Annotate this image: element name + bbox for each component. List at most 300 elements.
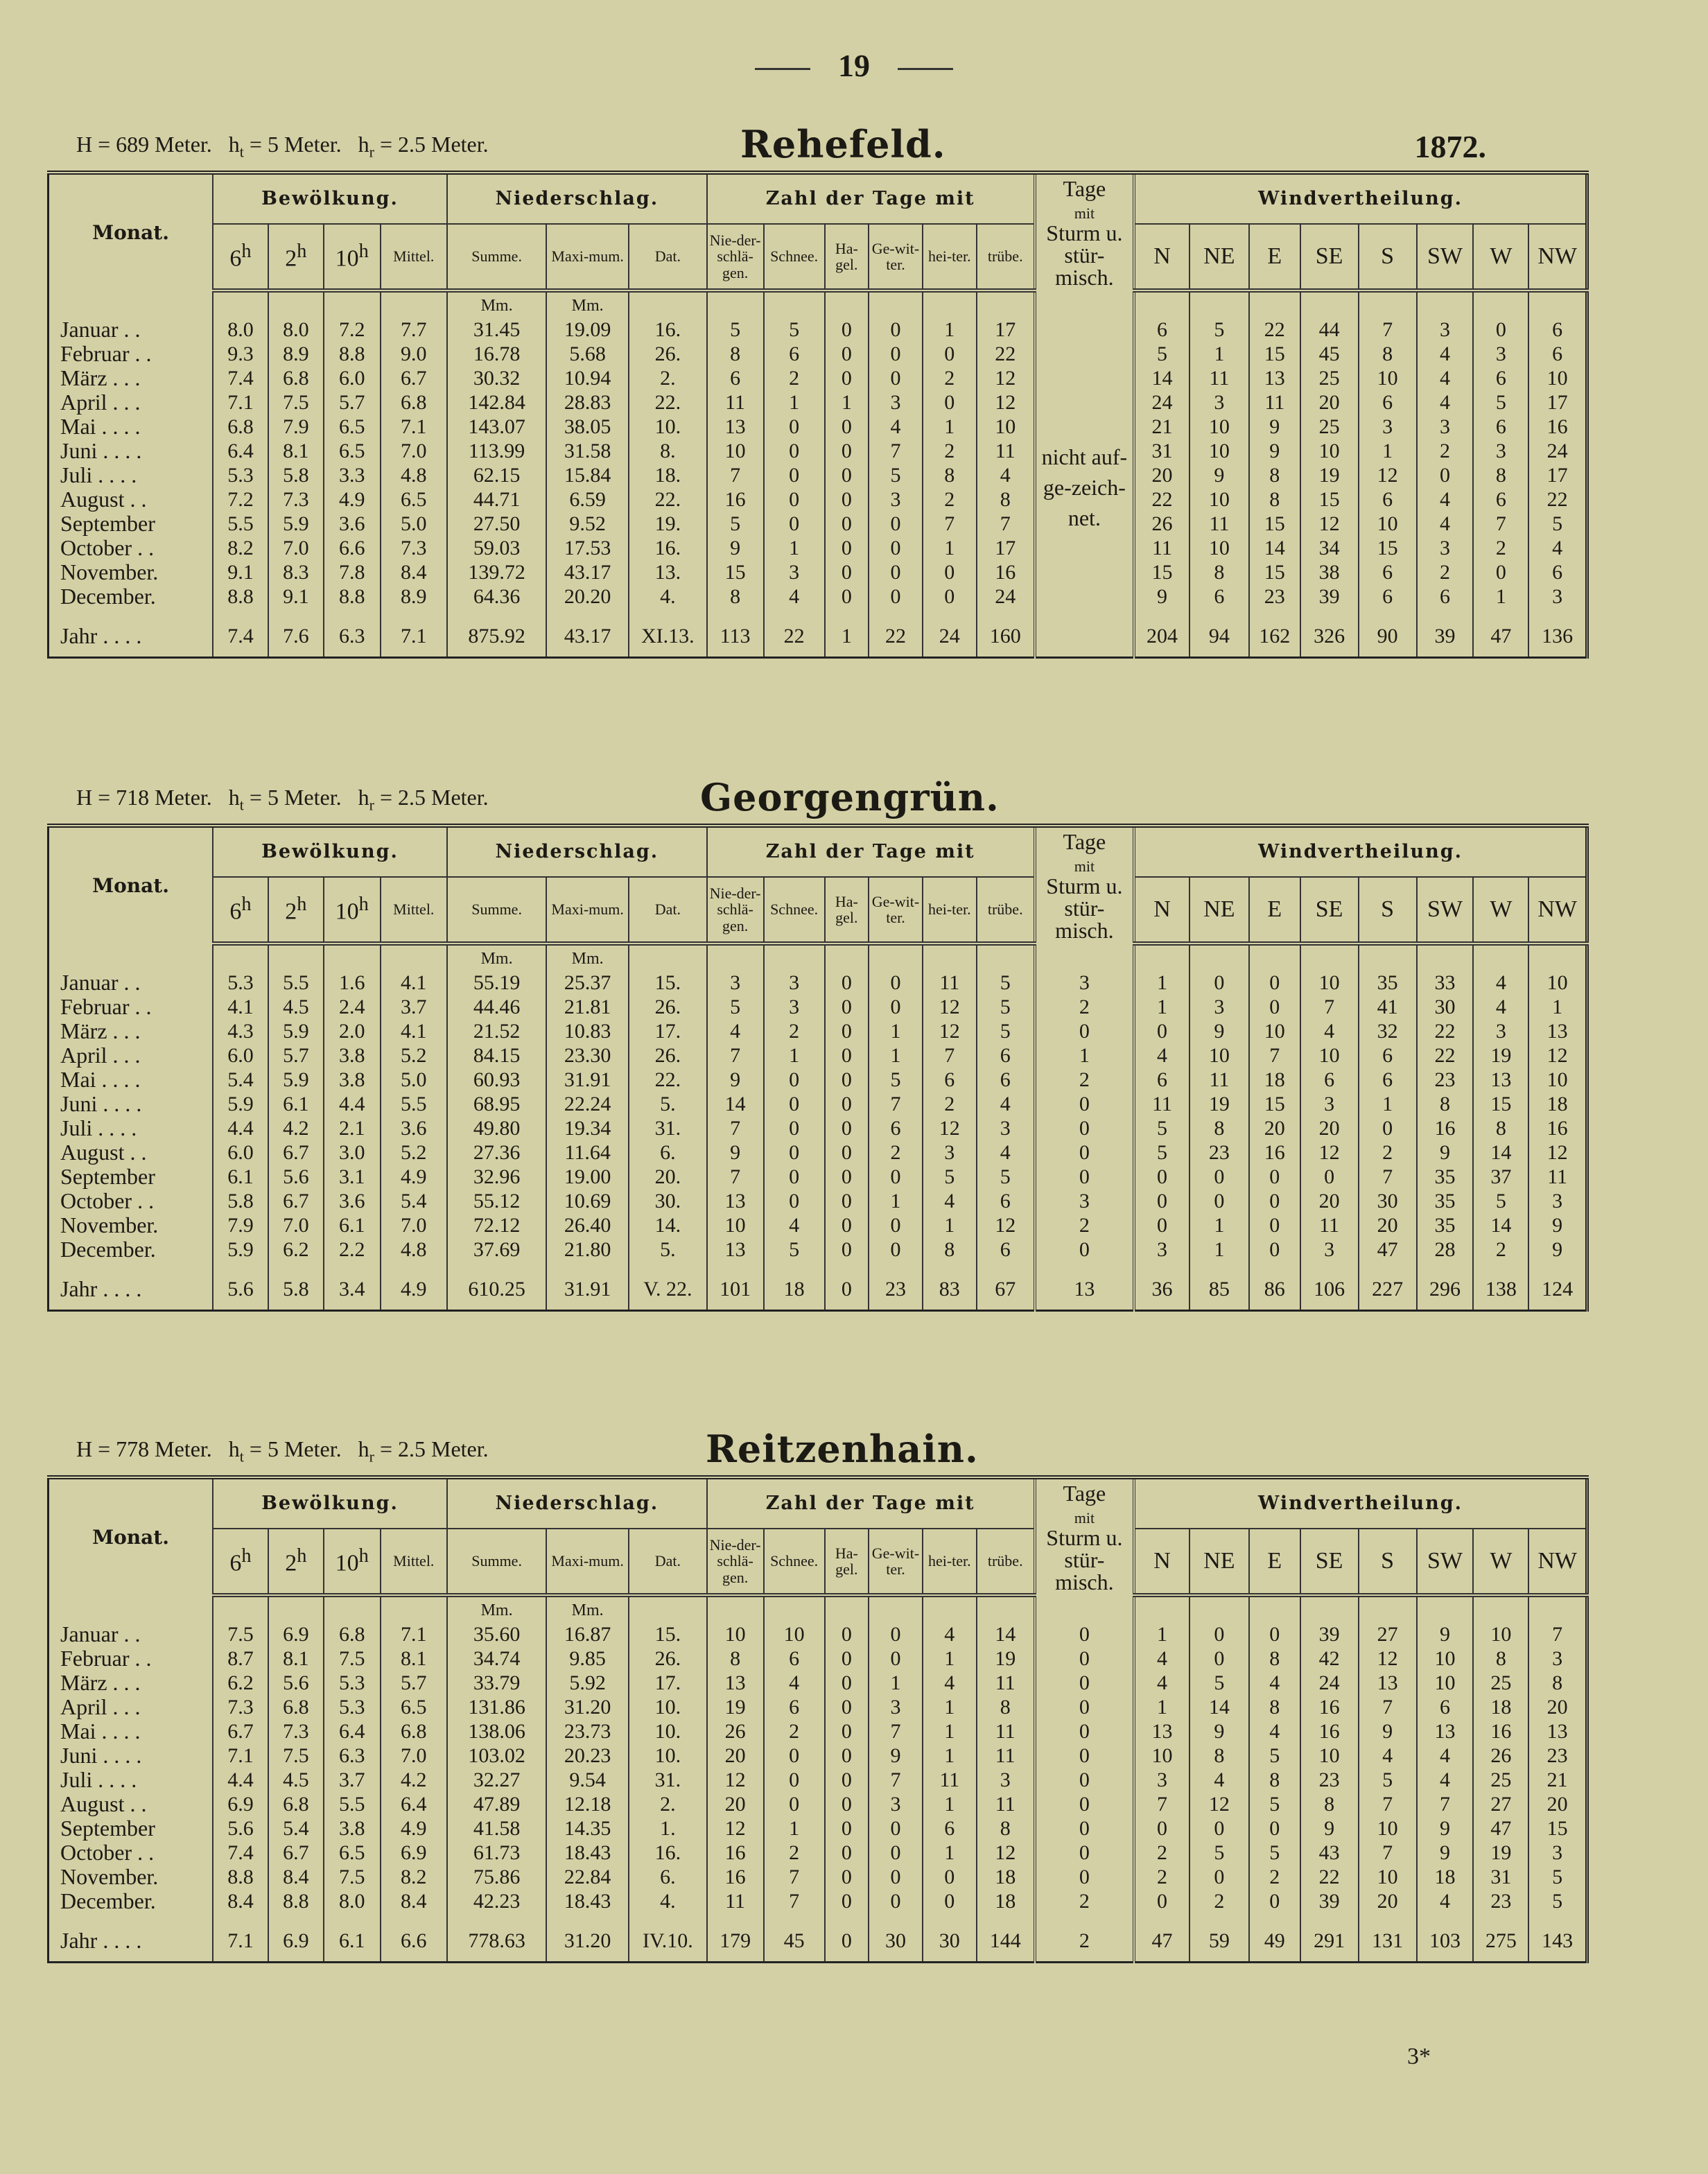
bewoelkung-value: 4.4 — [213, 1116, 268, 1140]
bewoelkung-value: 8.1 — [268, 1646, 324, 1671]
wind-count: 0 — [1190, 1165, 1249, 1189]
wind-count: 2 — [1473, 1237, 1528, 1262]
header-wind-dir: NE — [1190, 877, 1249, 943]
wind-count: 25 — [1300, 366, 1359, 390]
bewoelkung-value: 6.2 — [213, 1671, 268, 1695]
wind-count: 9 — [1417, 1816, 1474, 1841]
header-wind-dir: E — [1249, 224, 1300, 290]
bewoelkung-value: 6.8 — [268, 366, 324, 390]
tage-count: 30 — [869, 1913, 923, 1963]
station-elevation: H = 689 Meter. — [76, 131, 212, 157]
header-nied-col: Maxi-mum. — [546, 877, 629, 943]
wind-count: 3 — [1417, 415, 1474, 439]
niederschlag-value: 10.94 — [546, 366, 629, 390]
tage-count: 0 — [764, 1189, 825, 1213]
wind-count: 38 — [1300, 560, 1359, 584]
tage-count: 5 — [707, 995, 764, 1019]
wind-count: 86 — [1249, 1262, 1300, 1311]
bewoelkung-value: 7.4 — [213, 1841, 268, 1865]
bewoelkung-value: 7.4 — [213, 609, 268, 658]
month-row — [49, 415, 1587, 439]
niederschlag-value: 12.18 — [546, 1792, 629, 1816]
wind-count: 11 — [1190, 366, 1249, 390]
wind-count: 19 — [1300, 463, 1359, 487]
tage-count: 1 — [923, 1213, 977, 1237]
wind-count: 20 — [1528, 1695, 1587, 1719]
sturm-count: 0 — [1035, 1743, 1134, 1768]
tage-count: 3 — [869, 1792, 923, 1816]
wind-count: 12 — [1528, 1140, 1587, 1165]
tage-count: 26 — [707, 1719, 764, 1743]
wind-count: 10 — [1190, 536, 1249, 560]
niederschlag-value: 31.20 — [546, 1695, 629, 1719]
tage-count: 5 — [869, 463, 923, 487]
wind-count: 18 — [1249, 1068, 1300, 1092]
bewoelkung-value: 7.4 — [213, 366, 268, 390]
wind-count: 0 — [1190, 1816, 1249, 1841]
header-zahl-der-tage: Zahl der Tage mit — [707, 826, 1035, 877]
month-row — [49, 1189, 1587, 1213]
wind-count: 10 — [1528, 366, 1587, 390]
wind-count: 16 — [1473, 1719, 1528, 1743]
wind-count: 14 — [1473, 1140, 1528, 1165]
header-nied-col: Maxi-mum. — [546, 224, 629, 290]
wind-count: 7 — [1300, 995, 1359, 1019]
bewoelkung-value: 3.4 — [324, 1262, 381, 1311]
month-label: October . . — [49, 1841, 214, 1865]
tage-count: 5 — [764, 318, 825, 342]
tage-count: 11 — [923, 971, 977, 995]
header-wind-dir: NW — [1528, 1529, 1587, 1595]
bewoelkung-value: 4.8 — [381, 1237, 447, 1262]
wind-count: 4 — [1473, 971, 1528, 995]
wind-count: 35 — [1417, 1165, 1474, 1189]
wind-count: 9 — [1300, 1816, 1359, 1841]
wind-count: 10 — [1473, 1622, 1528, 1646]
header-wind-dir: SE — [1300, 224, 1359, 290]
niederschlag-value: 44.46 — [447, 995, 546, 1019]
header-bew-hour: 2$^h$ — [268, 224, 324, 290]
tage-count: 12 — [977, 1841, 1035, 1865]
station-name: Georgengrün. — [700, 775, 1000, 819]
bewoelkung-value: 6.4 — [381, 1792, 447, 1816]
bewoelkung-value: 8.7 — [213, 1646, 268, 1671]
sturm-count: 0 — [1035, 1695, 1134, 1719]
wind-count: 24 — [1528, 439, 1587, 463]
tage-count: 7 — [707, 463, 764, 487]
bewoelkung-value: 5.6 — [213, 1262, 268, 1311]
tage-count: 67 — [977, 1262, 1035, 1311]
header-bew-hour: 10$^h$ — [324, 1529, 381, 1595]
wind-count: 12 — [1359, 463, 1417, 487]
header-bew-hour: 2$^h$ — [268, 1529, 324, 1595]
wind-count: 18 — [1417, 1865, 1474, 1889]
wind-count: 5 — [1528, 512, 1587, 536]
tage-count: 3 — [869, 390, 923, 415]
tage-count: 0 — [869, 1213, 923, 1237]
tage-count: 0 — [869, 584, 923, 609]
bewoelkung-value: 5.3 — [213, 971, 268, 995]
month-row — [49, 1068, 1587, 1092]
unit-mm: Mm. — [546, 290, 629, 318]
station-header — [0, 771, 1708, 824]
bewoelkung-value: 5.3 — [213, 463, 268, 487]
bewoelkung-value: 4.5 — [268, 995, 324, 1019]
wind-count: 9 — [1417, 1841, 1474, 1865]
bewoelkung-value: 5.9 — [268, 512, 324, 536]
raingauge-height: $h_r = 2.5$ Meter. — [358, 784, 489, 813]
bewoelkung-value: 8.8 — [324, 584, 381, 609]
tage-count: 45 — [764, 1913, 825, 1963]
month-label: Mai . . . . — [49, 1068, 214, 1092]
wind-count: 0 — [1249, 1213, 1300, 1237]
tage-count: 8 — [977, 1816, 1035, 1841]
niederschlag-value: 26. — [629, 1043, 707, 1068]
header-wind-dir: NW — [1528, 877, 1587, 943]
wind-count: 8 — [1190, 560, 1249, 584]
tage-count: 0 — [825, 1622, 869, 1646]
bewoelkung-value: 3.6 — [381, 1116, 447, 1140]
tage-count: 12 — [923, 995, 977, 1019]
month-label: April . . . — [49, 390, 214, 415]
tage-count: 1 — [764, 1816, 825, 1841]
tage-count: 3 — [923, 1140, 977, 1165]
wind-count: 1 — [1359, 1092, 1417, 1116]
bewoelkung-value: 6.1 — [324, 1213, 381, 1237]
bewoelkung-value: 4.4 — [213, 1768, 268, 1792]
niederschlag-value: 2. — [629, 1792, 707, 1816]
niederschlag-value: 26.40 — [546, 1213, 629, 1237]
wind-count: 20 — [1134, 463, 1190, 487]
tage-count: 11 — [977, 1719, 1035, 1743]
wind-count: 20 — [1300, 1116, 1359, 1140]
wind-count: 162 — [1249, 609, 1300, 658]
wind-count: 28 — [1417, 1237, 1474, 1262]
bewoelkung-value: 5.6 — [268, 1671, 324, 1695]
month-row — [49, 1237, 1587, 1262]
tage-count: 0 — [869, 1165, 923, 1189]
wind-count: 1 — [1190, 342, 1249, 366]
tage-count: 12 — [977, 366, 1035, 390]
unit-row — [49, 290, 1587, 318]
bewoelkung-value: 7.5 — [213, 1622, 268, 1646]
niederschlag-value: 6. — [629, 1865, 707, 1889]
header-tage-col: hei-ter. — [923, 224, 977, 290]
tage-count: 0 — [825, 971, 869, 995]
bewoelkung-value: 4.1 — [381, 1019, 447, 1043]
tage-count: 0 — [825, 342, 869, 366]
wind-count: 5 — [1528, 1889, 1587, 1913]
tage-count: 0 — [869, 971, 923, 995]
wind-count: 49 — [1249, 1913, 1300, 1963]
tage-count: 11 — [923, 1768, 977, 1792]
tage-count: 0 — [825, 1165, 869, 1189]
niederschlag-value: 49.80 — [447, 1116, 546, 1140]
tage-count: 0 — [825, 1792, 869, 1816]
header-tage-col: Ha-gel. — [825, 224, 869, 290]
month-row — [49, 1695, 1587, 1719]
tage-count: 1 — [923, 415, 977, 439]
wind-count: 39 — [1300, 584, 1359, 609]
thermometer-height: $h_t = 5$ Meter. — [228, 784, 342, 813]
niederschlag-value: 10. — [629, 1719, 707, 1743]
wind-count: 2 — [1417, 439, 1474, 463]
bewoelkung-value: 6.5 — [324, 415, 381, 439]
niederschlag-value: 17. — [629, 1671, 707, 1695]
niederschlag-value: 35.60 — [447, 1622, 546, 1646]
wind-count: 10 — [1359, 1865, 1417, 1889]
wind-count: 27 — [1359, 1622, 1417, 1646]
tage-count: 4 — [707, 1019, 764, 1043]
tage-count: 19 — [707, 1695, 764, 1719]
station-block — [0, 771, 1708, 1301]
tage-count: 0 — [825, 487, 869, 512]
tage-count: 14 — [707, 1092, 764, 1116]
wind-count: 11 — [1134, 1092, 1190, 1116]
month-label: Juli . . . . — [49, 1768, 214, 1792]
bewoelkung-value: 8.8 — [213, 584, 268, 609]
wind-count: 36 — [1134, 1262, 1190, 1311]
wind-count: 20 — [1528, 1792, 1587, 1816]
month-row — [49, 1165, 1587, 1189]
niederschlag-value: 10. — [629, 1695, 707, 1719]
tage-count: 83 — [923, 1262, 977, 1311]
tage-count: 0 — [869, 366, 923, 390]
bewoelkung-value: 6.1 — [324, 1913, 381, 1963]
wind-count: 14 — [1473, 1213, 1528, 1237]
wind-count: 1 — [1190, 1237, 1249, 1262]
bewoelkung-value: 4.9 — [381, 1816, 447, 1841]
niederschlag-value: 8. — [629, 439, 707, 463]
wind-count: 9 — [1190, 1019, 1249, 1043]
bewoelkung-value: 8.8 — [324, 342, 381, 366]
tage-count: 0 — [825, 1865, 869, 1889]
bewoelkung-value: 4.9 — [381, 1262, 447, 1311]
niederschlag-value: 6.59 — [546, 487, 629, 512]
header-bew-hour: 6$^h$ — [213, 224, 268, 290]
niederschlag-value: 22.84 — [546, 1865, 629, 1889]
niederschlag-value: 31.91 — [546, 1068, 629, 1092]
weather-table — [47, 171, 1589, 659]
month-row — [49, 1889, 1587, 1913]
month-row — [49, 366, 1587, 390]
month-label: Mai . . . . — [49, 415, 214, 439]
wind-count: 2 — [1473, 536, 1528, 560]
niederschlag-value: 6. — [629, 1140, 707, 1165]
wind-count: 20 — [1300, 390, 1359, 415]
wind-count: 5 — [1134, 1116, 1190, 1140]
bewoelkung-value: 7.5 — [268, 1743, 324, 1768]
tage-count: 1 — [825, 390, 869, 415]
header-wind-dir: E — [1249, 1529, 1300, 1595]
tage-count: 0 — [825, 1068, 869, 1092]
niederschlag-value: 55.12 — [447, 1189, 546, 1213]
month-row — [49, 1646, 1587, 1671]
wind-count: 14 — [1134, 366, 1190, 390]
tage-count: 20 — [707, 1792, 764, 1816]
bewoelkung-value: 7.9 — [268, 415, 324, 439]
wind-count: 4 — [1190, 1768, 1249, 1792]
wind-count: 2 — [1190, 1889, 1249, 1913]
wind-count: 9 — [1528, 1213, 1587, 1237]
month-label: Februar . . — [49, 995, 214, 1019]
tage-count: 0 — [825, 318, 869, 342]
wind-count: 13 — [1528, 1019, 1587, 1043]
station-params — [76, 132, 489, 161]
wind-count: 0 — [1249, 1889, 1300, 1913]
wind-count: 33 — [1417, 971, 1474, 995]
wind-count: 23 — [1528, 1743, 1587, 1768]
tage-count: 17 — [977, 318, 1035, 342]
niederschlag-value: 2. — [629, 366, 707, 390]
header-nied-col: Summe. — [447, 877, 546, 943]
header-bew-hour: 10$^h$ — [324, 877, 381, 943]
niederschlag-value: 4. — [629, 1889, 707, 1913]
niederschlag-value: 610.25 — [447, 1262, 546, 1311]
wind-count: 8 — [1249, 1695, 1300, 1719]
bewoelkung-value: 6.5 — [324, 1841, 381, 1865]
wind-count: 39 — [1300, 1622, 1359, 1646]
wind-count: 6 — [1473, 415, 1528, 439]
header-tage-col: trübe. — [977, 224, 1035, 290]
wind-count: 0 — [1134, 1165, 1190, 1189]
wind-count: 10 — [1417, 1646, 1474, 1671]
wind-count: 10 — [1359, 512, 1417, 536]
header-bew-hour: 6$^h$ — [213, 877, 268, 943]
month-label: April . . . — [49, 1695, 214, 1719]
tage-count: 0 — [825, 1816, 869, 1841]
header-wind-dir: SE — [1300, 1529, 1359, 1595]
header-tage-col: Schnee. — [764, 1529, 825, 1595]
tage-count: 0 — [825, 512, 869, 536]
wind-count: 9 — [1249, 439, 1300, 463]
header-bew-mittel: Mittel. — [381, 1529, 447, 1595]
bewoelkung-value: 3.8 — [324, 1816, 381, 1841]
wind-count: 15 — [1249, 560, 1300, 584]
tage-count: 4 — [977, 463, 1035, 487]
header-tage-col: Ha-gel. — [825, 877, 869, 943]
wind-count: 10 — [1300, 971, 1359, 995]
wind-count: 10 — [1190, 439, 1249, 463]
header-tage-col: hei-ter. — [923, 1529, 977, 1595]
wind-count: 0 — [1249, 1816, 1300, 1841]
month-label: Juni . . . . — [49, 1092, 214, 1116]
sturm-count: 0 — [1035, 1622, 1134, 1646]
month-label: December. — [49, 584, 214, 609]
wind-count: 23 — [1190, 1140, 1249, 1165]
tage-count: 0 — [825, 995, 869, 1019]
wind-count: 0 — [1249, 1165, 1300, 1189]
tage-count: 4 — [764, 584, 825, 609]
wind-count: 0 — [1134, 1019, 1190, 1043]
wind-count: 17 — [1528, 463, 1587, 487]
wind-count: 136 — [1528, 609, 1587, 658]
niederschlag-value: 11.64 — [546, 1140, 629, 1165]
wind-count: 6 — [1359, 487, 1417, 512]
tage-count: 0 — [764, 487, 825, 512]
wind-count: 35 — [1417, 1189, 1474, 1213]
wind-count: 20 — [1249, 1116, 1300, 1140]
wind-count: 35 — [1359, 971, 1417, 995]
year-label: 1872. — [1414, 129, 1486, 164]
tage-count: 0 — [764, 463, 825, 487]
month-row — [49, 1841, 1587, 1865]
header-bew-hour: 10$^h$ — [324, 224, 381, 290]
tage-count: 0 — [764, 1792, 825, 1816]
wind-count: 3 — [1190, 390, 1249, 415]
bewoelkung-value: 7.5 — [324, 1646, 381, 1671]
tage-count: 2 — [923, 366, 977, 390]
wind-count: 3 — [1528, 1841, 1587, 1865]
header-monat: Monat. — [49, 173, 214, 290]
tage-count: 0 — [869, 1889, 923, 1913]
header-sturm: Tage mit Sturm u. stür-misch. — [1035, 173, 1134, 290]
wind-count: 24 — [1300, 1671, 1359, 1695]
tage-count: 0 — [825, 1116, 869, 1140]
raingauge-height: $h_r = 2.5$ Meter. — [358, 1436, 489, 1465]
header-nied-col: Dat. — [629, 224, 707, 290]
wind-count: 19 — [1473, 1043, 1528, 1068]
bewoelkung-value: 6.7 — [268, 1189, 324, 1213]
tage-count: 11 — [707, 390, 764, 415]
bewoelkung-value: 9.1 — [213, 560, 268, 584]
bewoelkung-value: 6.0 — [324, 366, 381, 390]
tage-count: 9 — [707, 1140, 764, 1165]
bewoelkung-value: 8.2 — [381, 1865, 447, 1889]
sturm-count: 0 — [1035, 1237, 1134, 1262]
niederschlag-value: 139.72 — [447, 560, 546, 584]
month-label: Jahr . . . . — [49, 1913, 214, 1963]
wind-count: 2 — [1417, 560, 1474, 584]
station-name: Rehefeld. — [740, 122, 946, 166]
tage-count: 8 — [707, 584, 764, 609]
tage-count: 0 — [825, 439, 869, 463]
wind-count: 10 — [1300, 1743, 1359, 1768]
wind-count: 0 — [1190, 1646, 1249, 1671]
tage-count: 7 — [707, 1116, 764, 1140]
wind-count: 291 — [1300, 1913, 1359, 1963]
wind-count: 25 — [1300, 415, 1359, 439]
tage-count: 3 — [764, 560, 825, 584]
wind-count: 0 — [1417, 463, 1474, 487]
bewoelkung-value: 7.3 — [268, 1719, 324, 1743]
tage-count: 17 — [977, 536, 1035, 560]
tage-count: 13 — [707, 1671, 764, 1695]
header-tage-col: Nie-der-schlä-gen. — [707, 1529, 764, 1595]
wind-count: 47 — [1473, 1816, 1528, 1841]
header-tage-col: trübe. — [977, 1529, 1035, 1595]
bewoelkung-value: 5.4 — [213, 1068, 268, 1092]
bewoelkung-value: 4.4 — [324, 1092, 381, 1116]
month-label: Januar . . — [49, 971, 214, 995]
wind-count: 1 — [1473, 584, 1528, 609]
wind-count: 0 — [1359, 1116, 1417, 1140]
sturm-count: 0 — [1035, 1646, 1134, 1671]
tage-count: 10 — [764, 1622, 825, 1646]
wind-count: 4 — [1417, 1743, 1474, 1768]
wind-count: 9 — [1417, 1622, 1474, 1646]
tage-count: 2 — [764, 1719, 825, 1743]
wind-count: 5 — [1134, 342, 1190, 366]
bewoelkung-value: 9.1 — [268, 584, 324, 609]
niederschlag-value: 31.20 — [546, 1913, 629, 1963]
tage-count: 12 — [707, 1816, 764, 1841]
tage-count: 6 — [977, 1189, 1035, 1213]
bewoelkung-value: 7.3 — [213, 1695, 268, 1719]
wind-count: 45 — [1300, 342, 1359, 366]
tage-count: 2 — [923, 1092, 977, 1116]
bewoelkung-value: 3.0 — [324, 1140, 381, 1165]
